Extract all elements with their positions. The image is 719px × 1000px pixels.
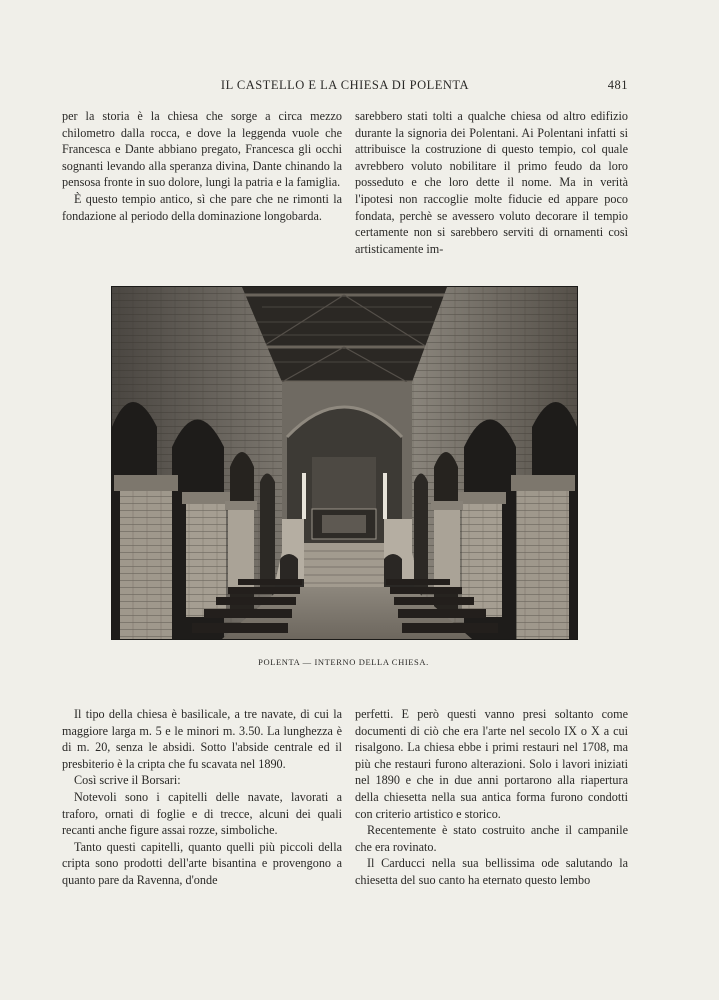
church-interior-photo: [111, 286, 578, 640]
text-column-top-left: [62, 108, 342, 224]
paragraph: perfetti. E però questi vanno presi soltanto come documenti di ciò che era l'arte nel secolo IX o X a cui risalgono. La chiesa ebbe i primi restauri nel 1708, ma più che restauri furono alterazioni. Solo i lavori iniziati nel 1890 e che in due anni portarono alla riapertura della chiesetta nella sua antica forma furono condotti con criterio artistico e storico.: [355, 707, 628, 821]
paragraph: Il Carducci nella sua bellissima ode salutando la chiesetta del suo canto ha eternato questo lembo: [355, 856, 628, 887]
paragraph: È questo tempio antico, sì che pare che ne rimonti la fondazione al periodo della dominazione longobarda.: [62, 191, 342, 223]
paragraph: Così scrive il Borsari:: [74, 773, 181, 788]
text-column-bottom-left: [62, 706, 342, 889]
paragraph: Recentemente è stato costruito anche il campanile che era rovinato.: [355, 823, 628, 854]
figure-caption: POLENTA — INTERNO DELLA CHIESA.: [258, 657, 429, 667]
paragraph: Notevoli sono i capitelli delle navate, lavorati a traforo, ornati di foglie e di trecce, alcuni dei quali recanti anche figure assai rozze, simboliche.: [62, 789, 342, 838]
paragraph: Il tipo della chiesa è basilicale, a tre navate, di cui la maggiore larga m. 5 e le minori m. 3.50. La lunghezza è di m. 20, senza le absidi. Sotto l'abside centrale ed il presbiterio è la cripta che fu scavata nel 1890.: [62, 707, 342, 771]
text-column-top-right: [355, 108, 628, 257]
running-title: IL CASTELLO E LA CHIESA DI POLENTA: [220, 78, 470, 92]
page-header: [62, 78, 628, 94]
text-column-bottom-right: [355, 706, 628, 889]
paragraph: Tanto questi capitelli, quanto quelli più piccoli della cripta sono prodotti dell'arte bisantina e provengono a quanto pare da Ravenna, d'onde: [62, 839, 342, 887]
paragraph: per la storia è la chiesa che sorge a circa mezzo chilometro dalla rocca, e dove la leggenda vuole che Francesca e Dante abbiano pregato, Francesca gli occhi sognanti levando alla speranza divina, Dante chinando la pensosa fronte in suo dolore, lungi la patria e la famiglia.: [62, 109, 342, 190]
paragraph: sarebbero stati tolti a qualche chiesa od altro edifizio durante la signoria dei Polentani. Ai Polentani infatti si attribuisce la costruzione di questo tempio, col quale avrebbero voluto nobilitare il primo feudo da loro posseduto e che loro dette il nome. Ma in verità l'ipotesi non raccoglie molte fiducie ed appare poco fondata, perchè se avessero voluto decorare il tempio certamente non si sarebbero serviti di ornamenti così artisticamente im-: [355, 109, 628, 256]
page-number: 481: [607, 78, 628, 92]
